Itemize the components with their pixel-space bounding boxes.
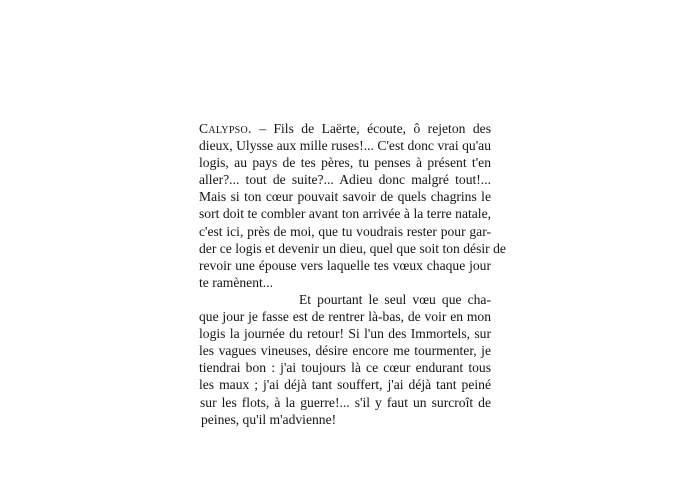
paragraph-start: Et pourtant le seul vœu que cha- xyxy=(299,291,491,307)
text-line: Mais si ton cœur pouvait savoir de quels chagrins le xyxy=(199,189,491,205)
text-line: te ramènent... xyxy=(199,274,273,290)
text-line: der ce logis et devenir un dieu, quel que soit ton désir de xyxy=(199,240,506,256)
text-block xyxy=(199,120,506,428)
text-line: tiendrai bon : j'ai toujours là ce cœur endurant tous xyxy=(199,360,491,376)
text-line: dieux, Ulysse aux mille ruses!... C'est donc vrai qu'au xyxy=(199,138,491,154)
text-line: aller?... tout de suite?... Adieu donc malgré tout!... xyxy=(199,172,491,188)
text-line: peines, qu'il m'advienne! xyxy=(201,411,337,427)
speaker-name: Calypso. xyxy=(199,121,252,136)
text-line: Calypso. – Fils de Laërte, écoute, ô rejeton des xyxy=(199,121,491,136)
text-line: c'est ici, près de moi, que tu voudrais rester pour gar- xyxy=(199,223,491,239)
text-line: logis, au pays de tes pères, tu penses à présent t'en xyxy=(199,155,491,171)
text-line: revoir une épouse vers laquelle tes vœux chaque jour xyxy=(199,257,491,273)
text-line: les maux ; j'ai déjà tant souffert, j'ai déjà tant peiné xyxy=(199,377,491,393)
text-line: sur les flots, à la guerre!... s'il y faut un surcroît de xyxy=(200,394,491,410)
text-line: que jour je fasse est de rentrer là-bas, de voir en mon xyxy=(199,309,491,325)
text-line: les vagues vineuses, désire encore me tourmenter, je xyxy=(199,343,491,359)
text-line: logis la journée du retour! Si l'un des Immortels, sur xyxy=(199,326,491,342)
text-line: sort doit te combler avant ton arrivée à la terre natale, xyxy=(199,206,491,222)
